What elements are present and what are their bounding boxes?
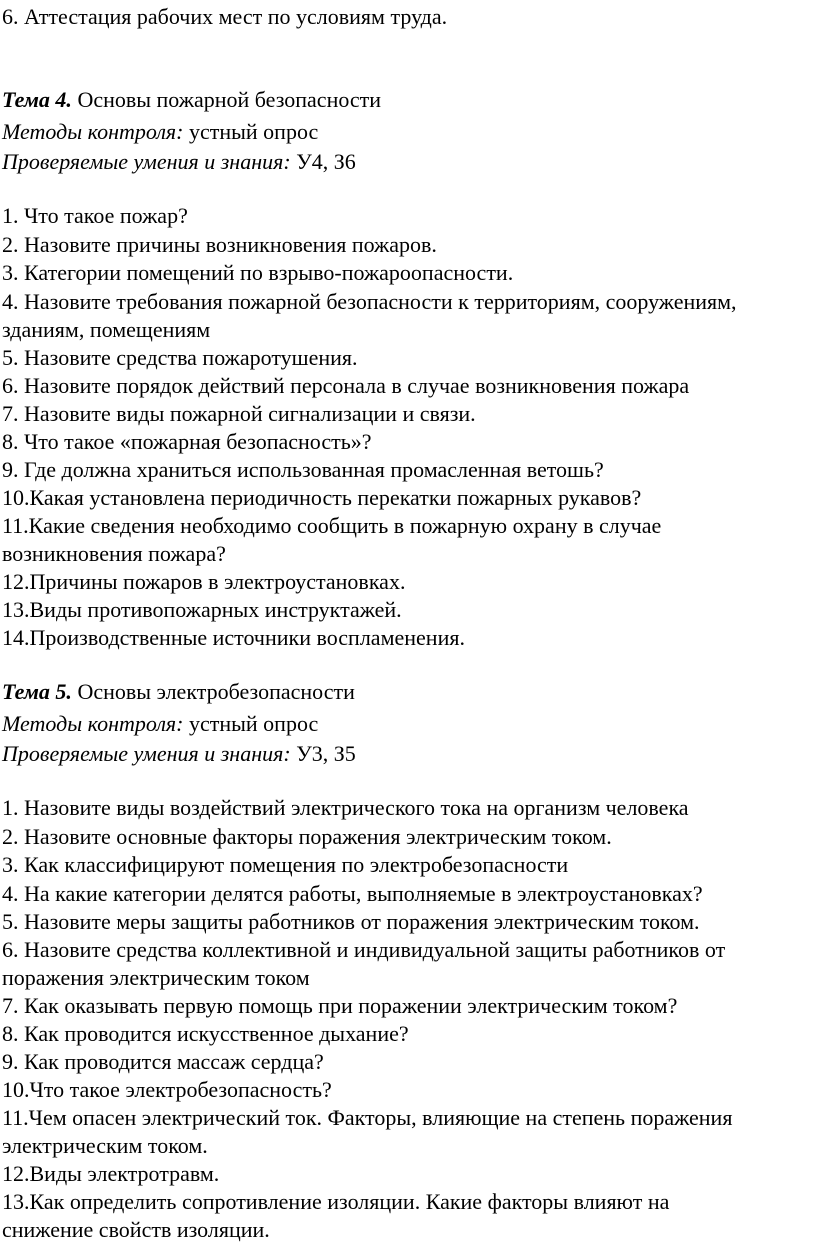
topic4-methods-value: устный опрос: [183, 119, 319, 144]
question-line: зданиям, помещениям: [2, 317, 211, 342]
question-line: 9. Как проводится массаж сердца?: [2, 1049, 324, 1074]
question-line: 9. Где должна храниться использованная промасленная ветошь?: [2, 457, 604, 482]
question-line: снижение свойств изоляции.: [2, 1217, 270, 1242]
question-line: 1. Назовите виды воздействий электрического тока на организм человека: [2, 795, 689, 820]
question-line: 8. Что такое «пожарная безопасность»?: [2, 429, 372, 454]
topic4-methods-label: Методы контроля:: [2, 119, 184, 144]
question-line: 12.Причины пожаров в электроустановках.: [2, 569, 406, 594]
topic5-skills-label: Проверяемые умения и знания:: [2, 741, 291, 766]
question-line: электрическим током.: [2, 1133, 208, 1158]
question-line: поражения электрическим током: [2, 965, 310, 990]
question-line: 1. Что такое пожар?: [2, 203, 188, 228]
topic5-label: Тема 5.: [2, 679, 72, 704]
question-line: 4. Назовите требования пожарной безопасности к территориям, сооружениям,: [2, 289, 737, 314]
topic5-methods-value: устный опрос: [183, 711, 319, 736]
topic4-title: Основы пожарной безопасности: [71, 87, 382, 112]
question-line: 5. Назовите средства пожаротушения.: [2, 345, 358, 370]
question-line: 7. Как оказывать первую помощь при поражении электрическим током?: [2, 993, 678, 1018]
question-line: 14.Производственные источники воспламенения.: [2, 625, 465, 650]
question-line: 2. Назовите основные факторы поражения электрическим током.: [2, 824, 612, 849]
question-line: 6. Назовите порядок действий персонала в случае возникновения пожара: [2, 373, 690, 398]
question-line: 2. Назовите причины возникновения пожаров.: [2, 232, 437, 257]
question-line: 7. Назовите виды пожарной сигнализации и связи.: [2, 401, 476, 426]
question-line: 4. На какие категории делятся работы, выполняемые в электроустановках?: [2, 881, 703, 906]
top-list-item: 6. Аттестация рабочих мест по условиям труда.: [2, 4, 448, 29]
question-line: 12.Виды электротравм.: [2, 1161, 220, 1186]
topic5-title: Основы электробезопасности: [71, 679, 355, 704]
topic5-methods: [2, 710, 318, 738]
topic5-heading: [2, 678, 355, 706]
question-line: 5. Назовите меры защиты работников от поражения электрическим током.: [2, 909, 700, 934]
question-line: возникновения пожара?: [2, 541, 226, 566]
topic4-methods: [2, 118, 318, 146]
question-line: 6. Назовите средства коллективной и индивидуальной защиты работников от: [2, 937, 726, 962]
topic4-skills-label: Проверяемые умения и знания:: [2, 149, 291, 174]
question-line: 11.Чем опасен электрический ток. Факторы, влияющие на степень поражения: [2, 1105, 733, 1130]
question-line: 13.Как определить сопротивление изоляции. Какие факторы влияют на: [2, 1189, 670, 1214]
question-line: 10.Какая установлена периодичность перекатки пожарных рукавов?: [2, 485, 642, 510]
question-line: 3. Категории помещений по взрыво-пожароопасности.: [2, 260, 514, 285]
question-line: 11.Какие сведения необходимо сообщить в пожарную охрану в случае: [2, 513, 662, 538]
question-line: 8. Как проводится искусственное дыхание?: [2, 1021, 409, 1046]
question-line: 13.Виды противопожарных инструктажей.: [2, 597, 402, 622]
topic4-heading: [2, 86, 381, 114]
topic5-skills-value: У3, З5: [290, 741, 356, 766]
topic5-methods-label: Методы контроля:: [2, 711, 184, 736]
topic5-skills: [2, 740, 356, 768]
topic4-skills: [2, 148, 356, 176]
question-line: 3. Как классифицируют помещения по электробезопасности: [2, 852, 569, 877]
topic4-skills-value: У4, З6: [290, 149, 356, 174]
question-line: 10.Что такое электробезопасность?: [2, 1077, 332, 1102]
topic4-label: Тема 4.: [2, 87, 72, 112]
